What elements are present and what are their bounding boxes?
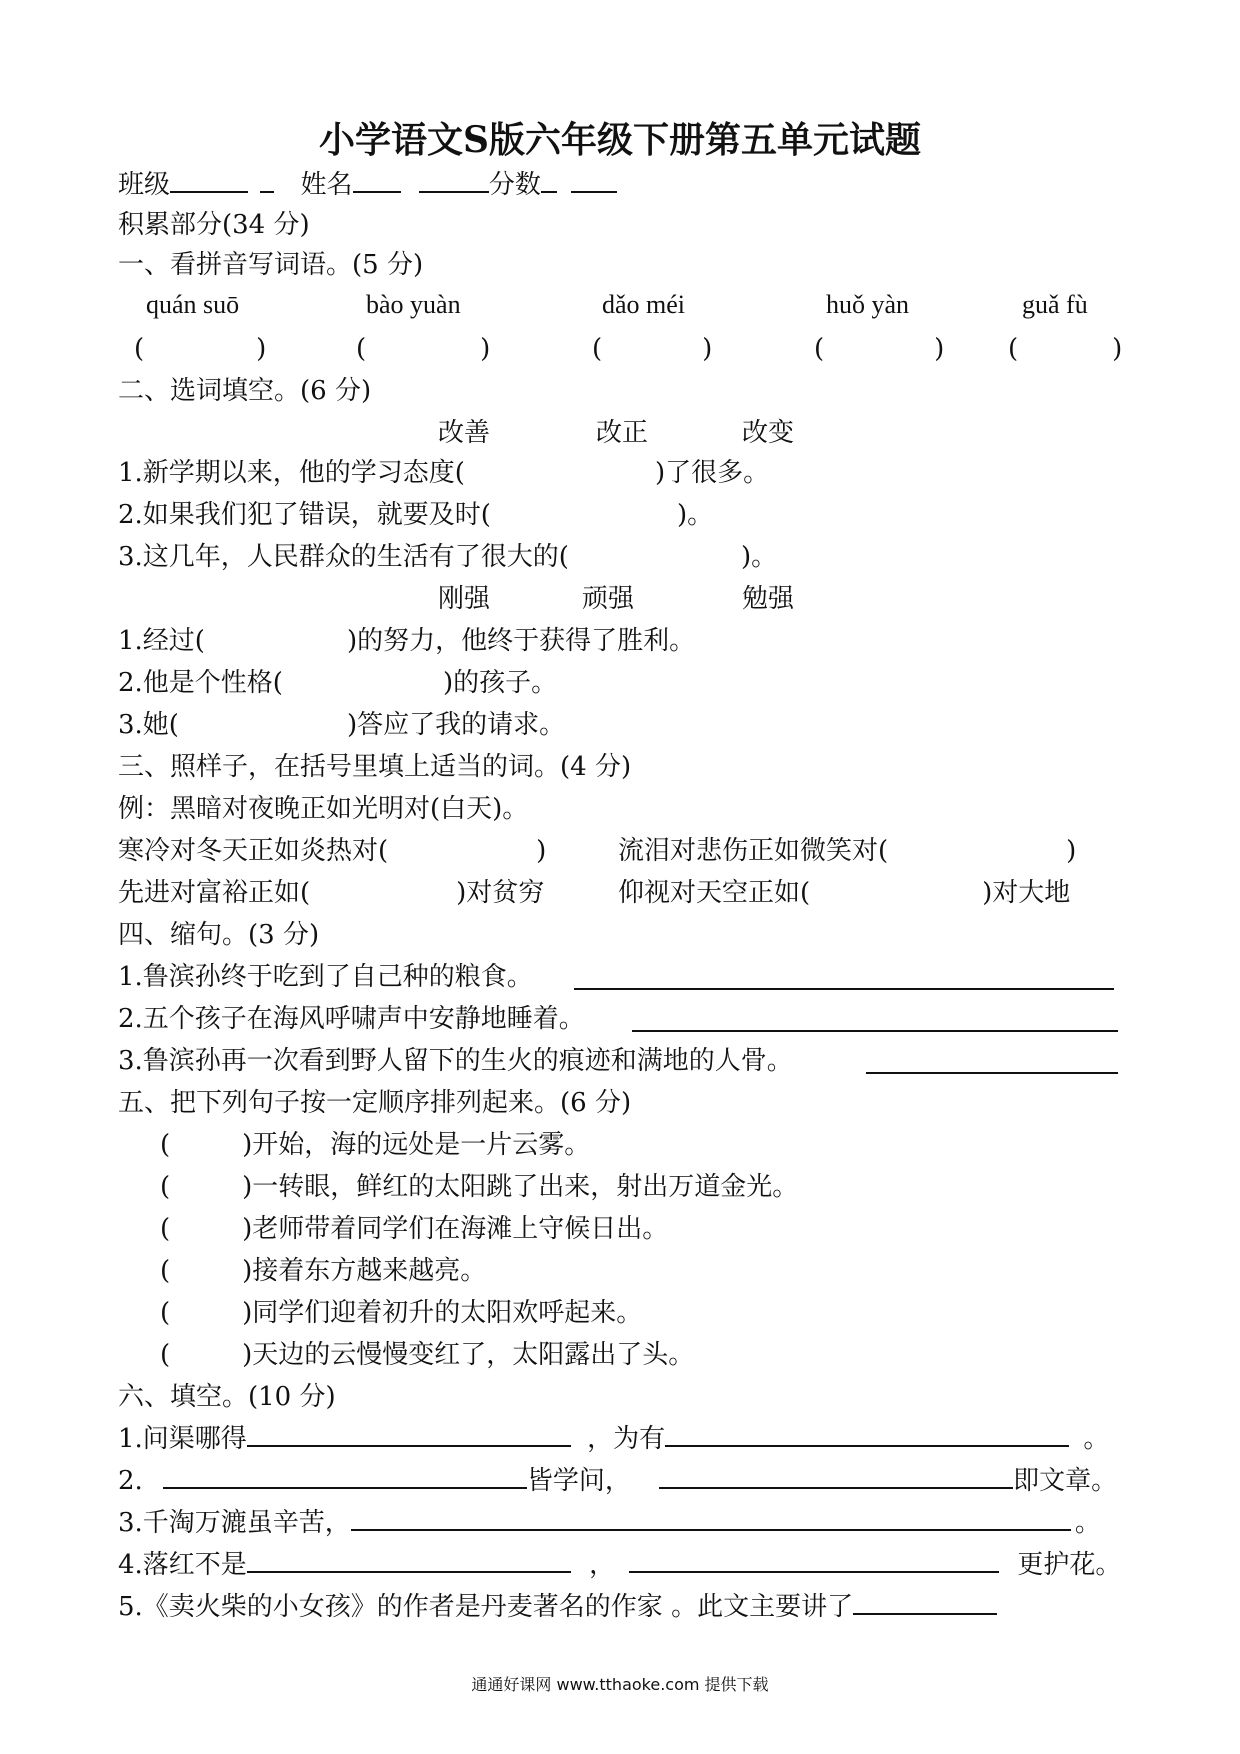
name-field-extra [419, 191, 489, 193]
name-field[interactable] [353, 191, 401, 193]
class-field-tail [260, 191, 274, 193]
fill-line[interactable] [351, 1529, 1071, 1531]
score-field[interactable] [541, 191, 557, 193]
q6-item-4: 4.落红不是 ， 更护花。 [118, 1550, 1122, 1580]
order-item: ( )老师带着同学们在海滩上守候日出。 [160, 1214, 669, 1244]
word-option: 改善 [438, 418, 491, 448]
word-option: 改变 [742, 418, 795, 448]
fill-line[interactable] [247, 1445, 571, 1447]
word-option: 勉强 [742, 584, 795, 614]
fill-line[interactable] [247, 1571, 571, 1573]
q3-item: 流泪对悲伤正如微笑对( ) [618, 836, 1077, 866]
q6-item-3: 3.千淘万漉虽辛苦， 。 [118, 1508, 1101, 1538]
q2-item: 1.经过( )的努力，他终于获得了胜利。 [118, 626, 696, 656]
q2-heading: 二、选词填空。(6 分) [118, 376, 372, 406]
q6-item-2: 2. 皆学问， 即文章。 [118, 1466, 1118, 1496]
q3-heading: 三、照样子，在括号里填上适当的词。(4 分) [118, 752, 632, 782]
q4-item: 1.鲁滨孙终于吃到了自己种的粮食。 [118, 962, 533, 992]
footer-source: 通通好课网 www.tthaoke.com 提供下载 [471, 1675, 769, 1694]
order-item: ( )同学们迎着初升的太阳欢呼起来。 [160, 1298, 643, 1328]
q2-item: 1.新学期以来，他的学习态度( )了很多。 [118, 458, 770, 488]
q2-item: 3.她( )答应了我的请求。 [118, 710, 566, 740]
q4-item: 3.鲁滨孙再一次看到野人留下的生火的痕迹和满地的人骨。 [118, 1046, 793, 1076]
q3-example: 例：黑暗对夜晚正如光明对(白天)。 [118, 794, 529, 824]
word-option: 顽强 [582, 584, 635, 614]
answer-line[interactable] [632, 1030, 1118, 1032]
answer-box-1[interactable]: ( ) [134, 334, 267, 364]
answer-box-3[interactable]: ( ) [592, 334, 713, 364]
fill-line[interactable] [665, 1445, 1069, 1447]
q1-heading: 一、看拼音写词语。(5 分) [118, 250, 424, 280]
q6-heading: 六、填空。(10 分) [118, 1382, 336, 1412]
q6-item-1: 1.问渠哪得 ，为有 。 [118, 1424, 1110, 1454]
q6-item-5: 5.《卖火柴的小女孩》的作者是丹麦著名的作家 。此文主要讲了 [118, 1590, 997, 1624]
word-option: 改正 [596, 418, 649, 448]
page-title: 小学语文S版六年级下册第五单元试题 [319, 119, 921, 161]
q3-item: 仰视对天空正如( )对大地 [618, 878, 1071, 908]
order-item: ( )开始，海的远处是一片云雾。 [160, 1130, 591, 1160]
answer-box-5[interactable]: ( ) [1008, 334, 1123, 364]
pinyin-1: quán suō [146, 290, 240, 319]
score-field-extra [571, 191, 617, 193]
student-info-row [118, 168, 617, 202]
pinyin-2: bào yuàn [366, 290, 461, 319]
pinyin-3: dǎo méi [602, 290, 686, 319]
section-accumulation: 积累部分(34 分) [118, 210, 310, 240]
order-item: ( )一转眼，鲜红的太阳跳了出来，射出万道金光。 [160, 1172, 799, 1202]
word-option: 刚强 [438, 584, 491, 614]
fill-line[interactable] [163, 1487, 527, 1489]
answer-box-4[interactable]: ( ) [814, 334, 945, 364]
q4-heading: 四、缩句。(3 分) [118, 920, 320, 950]
q2-item: 2.如果我们犯了错误，就要及时( )。 [118, 500, 714, 530]
q3-item: 先进对富裕正如( )对贫穷 [118, 878, 545, 908]
q5-heading: 五、把下列句子按一定顺序排列起来。(6 分) [118, 1088, 632, 1118]
class-field[interactable] [170, 191, 248, 193]
q2-item: 3.这几年，人民群众的生活有了很大的( )。 [118, 542, 778, 572]
fill-line[interactable] [659, 1487, 1013, 1489]
fill-line[interactable] [629, 1571, 999, 1573]
q3-item: 寒冷对冬天正如炎热对( ) [118, 836, 547, 866]
q2-item: 2.他是个性格( )的孩子。 [118, 668, 558, 698]
pinyin-5: guǎ fù [1022, 290, 1088, 319]
pinyin-4: huǒ yàn [826, 290, 910, 319]
order-item: ( )天边的云慢慢变红了，太阳露出了头。 [160, 1340, 695, 1370]
fill-line[interactable] [853, 1613, 997, 1615]
class-label: 班级 [118, 170, 171, 200]
answer-line[interactable] [866, 1072, 1118, 1074]
score-label: 分数 [488, 170, 541, 200]
name-label: 姓名 [300, 170, 353, 200]
q4-item: 2.五个孩子在海风呼啸声中安静地睡着。 [118, 1004, 585, 1034]
answer-box-2[interactable]: ( ) [356, 334, 491, 364]
order-item: ( )接着东方越来越亮。 [160, 1256, 487, 1286]
answer-line[interactable] [574, 988, 1114, 990]
